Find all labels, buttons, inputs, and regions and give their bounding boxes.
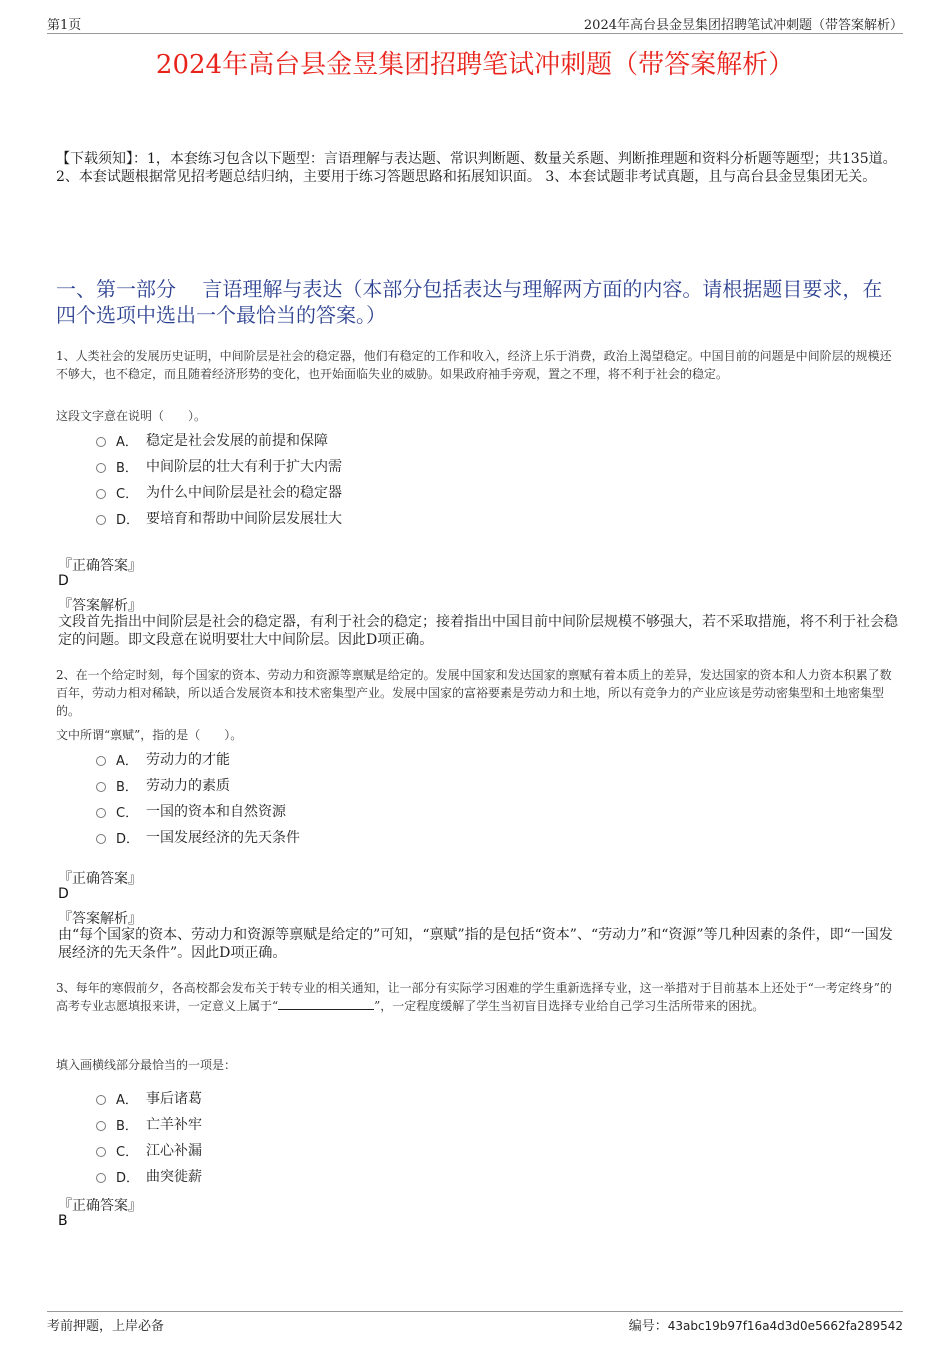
option-text: 亡羊补牢	[146, 1117, 202, 1133]
footer-slogan: 考前押题，上岸必备	[47, 1319, 165, 1334]
option-text: 事后诸葛	[146, 1091, 202, 1107]
question-2-answer-label: 『正确答案』	[58, 871, 142, 887]
radio-icon[interactable]	[96, 756, 106, 766]
radio-icon[interactable]	[96, 782, 106, 792]
question-1-prompt: 这段文字意在说明（ ）。	[56, 409, 207, 423]
radio-icon[interactable]	[96, 463, 106, 473]
option-letter: D．	[116, 831, 140, 847]
question-1-analysis: 文段首先指出中间阶层是社会的稳定器，有利于社会的稳定；接着指出中国目前中间阶层规模不够强大，若不采取措施，将不利于社会稳定的问题。即文段意在说明要壮大中间阶层。因此D项正确。	[58, 614, 898, 648]
radio-icon[interactable]	[96, 437, 106, 447]
radio-icon[interactable]	[96, 515, 106, 525]
option-letter: A．	[116, 1092, 138, 1108]
option-letter: B．	[116, 460, 138, 476]
radio-icon[interactable]	[96, 489, 106, 499]
option-letter: B．	[116, 1118, 138, 1134]
question-1-option-c[interactable]	[96, 482, 342, 502]
radio-icon[interactable]	[96, 808, 106, 818]
section-title: 一、第一部分 言语理解与表达（本部分包括表达与理解两方面的内容。请根据题目要求，在四个选项中选出一个最恰当的答案。）	[56, 277, 883, 327]
option-text: 一国发展经济的先天条件	[146, 830, 300, 846]
footer-code-block	[629, 1315, 903, 1334]
option-letter: A．	[116, 753, 138, 769]
question-1-text: 1、人类社会的发展历史证明，中间阶层是社会的稳定器，他们有稳定的工作和收入，经济上乐于消费，政治上渴望稳定。中国目前的问题是中间阶层的规模还不够大，也不稳定，而且随着经济形势的变化，也开始面临失业的威胁。如果政府袖手旁观，置之不理，将不利于社会的稳定。	[56, 349, 892, 381]
question-2-option-b[interactable]	[96, 775, 230, 795]
question-1-option-a[interactable]	[96, 430, 328, 450]
option-letter: A．	[116, 434, 138, 450]
footer-divider	[47, 1311, 903, 1312]
question-2-option-a[interactable]	[96, 749, 230, 769]
option-letter: D．	[116, 512, 140, 528]
question-3-text	[56, 979, 898, 1015]
question-3-option-b[interactable]	[96, 1114, 202, 1134]
question-3-text-after: ”，一定程度缓解了学生当初盲目选择专业给自己学习生活所带来的困扰。	[374, 999, 765, 1013]
radio-icon[interactable]	[96, 1173, 106, 1183]
option-letter: C．	[116, 486, 139, 502]
option-text: 稳定是社会发展的前提和保障	[146, 433, 328, 449]
option-text: 劳动力的素质	[146, 778, 230, 794]
question-3-answer-label: 『正确答案』	[58, 1198, 142, 1214]
header-divider	[47, 33, 903, 34]
radio-icon[interactable]	[96, 1147, 106, 1157]
question-2-answer: D	[58, 886, 69, 902]
footer-code: 43abc19b97f16a4d3d0e5662fa289542	[667, 1319, 903, 1333]
page-number: 第1页	[47, 18, 82, 33]
option-text: 要培育和帮助中间阶层发展壮大	[146, 511, 342, 527]
option-text: 劳动力的才能	[146, 752, 230, 768]
question-2-prompt: 文中所谓“禀赋”，指的是（ ）。	[56, 728, 243, 742]
question-1-answer: D	[58, 573, 69, 589]
download-notice: 【下载须知】：1，本套练习包含以下题型：言语理解与表达题、常识判断题、数量关系题、判断推理题和资料分析题等题型；共135道。 2、本套试题根据常见招考题总结归纳，主要用于练习答题思路和拓展知识面。 3、本套试题非考试真题，且与高台县金昱集团无关。	[56, 151, 897, 185]
option-text: 为什么中间阶层是社会的稳定器	[146, 485, 342, 501]
question-1-option-d[interactable]	[96, 508, 342, 528]
option-letter: D．	[116, 1170, 140, 1186]
option-letter: C．	[116, 1144, 139, 1160]
radio-icon[interactable]	[96, 1121, 106, 1131]
option-text: 一国的资本和自然资源	[146, 804, 286, 820]
option-letter: C．	[116, 805, 139, 821]
question-1-option-b[interactable]	[96, 456, 342, 476]
question-2-option-d[interactable]	[96, 827, 300, 847]
question-2-analysis-label: 『答案解析』	[58, 911, 142, 927]
question-3-option-c[interactable]	[96, 1140, 202, 1160]
question-3-answer: B	[58, 1213, 68, 1229]
question-1-analysis-label: 『答案解析』	[58, 598, 142, 614]
option-text: 曲突徙薪	[146, 1169, 202, 1185]
question-3-option-d[interactable]	[96, 1166, 202, 1186]
question-3-prompt: 填入画横线部分最恰当的一项是：	[56, 1058, 237, 1072]
radio-icon[interactable]	[96, 834, 106, 844]
fill-blank	[278, 999, 374, 1010]
question-1-answer-label: 『正确答案』	[58, 558, 142, 574]
option-text: 中间阶层的壮大有利于扩大内需	[146, 459, 342, 475]
question-3-option-a[interactable]	[96, 1088, 202, 1108]
option-letter: B．	[116, 779, 138, 795]
header-doc-name: 2024年高台县金昱集团招聘笔试冲刺题（带答案解析）	[583, 18, 903, 33]
question-2-option-c[interactable]	[96, 801, 286, 821]
option-text: 江心补漏	[146, 1143, 202, 1159]
question-2-analysis: 由“每个国家的资本、劳动力和资源等禀赋是给定的”可知，“禀赋”指的是包括“资本”、“劳动力”和“资源”等几种因素的条件，即“一国发展经济的先天条件”。因此D项正确。	[58, 927, 893, 961]
footer-code-label: 编号：	[628, 1319, 668, 1334]
radio-icon[interactable]	[96, 1095, 106, 1105]
question-2-text: 2、在一个给定时刻，每个国家的资本、劳动力和资源等禀赋是给定的。发展中国家和发达国家的禀赋有着本质上的差异，发达国家的资本和人力资本积累了数百年，劳动力相对稀缺，所以适合发展资本和技术密集型产业。发展中国家的富裕要素是劳动力和土地，所以有竞争力的产业应该是劳动密集型和土地密集型的。	[56, 668, 892, 718]
document-title: 2024年高台县金昱集团招聘笔试冲刺题（带答案解析）	[155, 50, 795, 80]
question-3-text-before: 3、每年的寒假前夕，各高校都会发布关于转专业的相关通知，让一部分有实际学习困难的学生重新选择专业，这一举措对于目前基本上还处于“一考定终身”的高考专业志愿填报来讲，一定意义上属于“	[56, 981, 892, 1013]
